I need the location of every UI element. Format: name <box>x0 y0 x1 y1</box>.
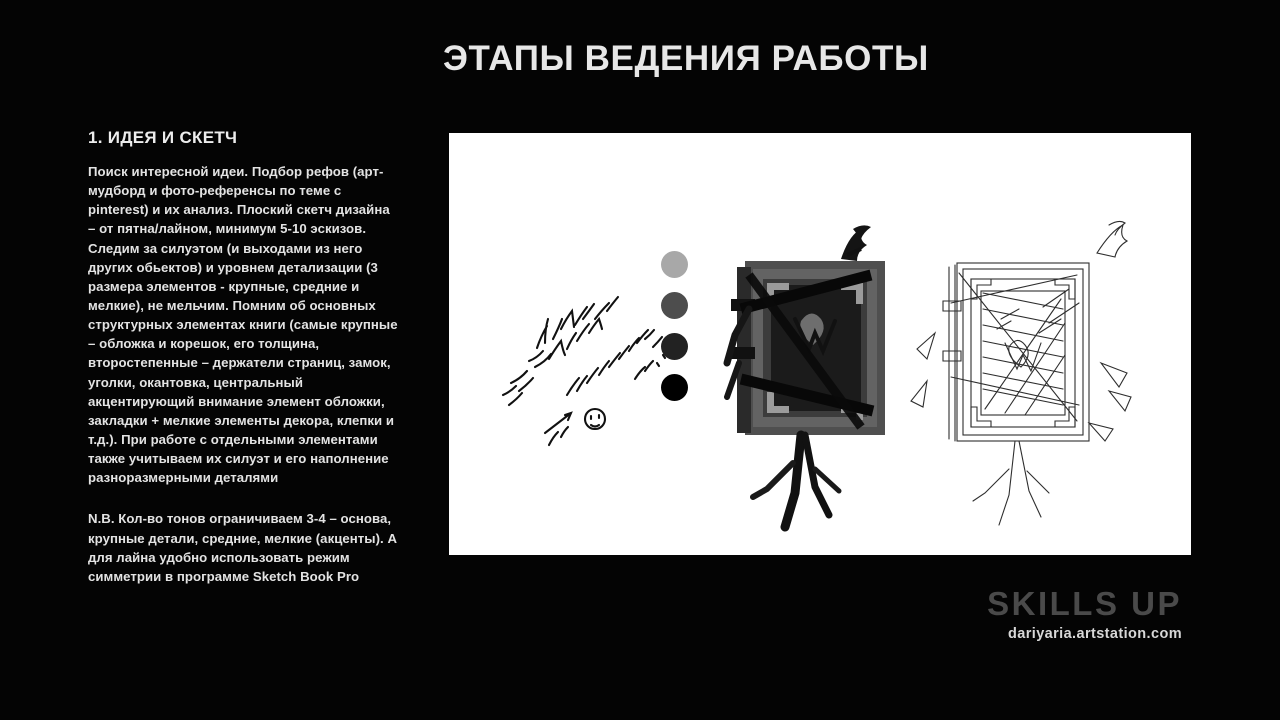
sketch-image-panel <box>449 133 1191 555</box>
tonal-book-sketch <box>727 225 885 527</box>
tone-swatch-3 <box>661 333 688 360</box>
brand-name: SKILLS UP <box>987 585 1182 622</box>
tone-swatch-1 <box>661 251 688 278</box>
tone-swatch-2 <box>661 292 688 319</box>
body-paragraph-main: Поиск интересной идеи. Подбор рефов (арт-мудборд и фото-референсы по теме с pinterest) и их анализ. Плоский скетч дизайна – от пятна/лайном, минимум 5-10 эскизов. Следим за силуэтом (и выходами из него других обьектов) и уровнем детализации (3 размера элементов - крупные, средние и мелкие), не мельчим. Помним об основных структурных элементах книги (самые крупные – обложка и корешок, его толщина, второстепенные – держатели страниц, замок, уголки, окантовка, центральный акцентирующий внимание элемент обложки, закладки + мелкие элементы декора, клепки и т.д.). При работе с отдельными элементами также учитываем их силуэт и его наполнение разноразмерными деталями <box>88 164 402 486</box>
page-title: ЭТАПЫ ВЕДЕНИЯ РАБОТЫ <box>443 39 929 78</box>
tone-swatch-column <box>661 251 695 415</box>
body-paragraph-nb: N.B. Кол-во тонов ограничиваем 3-4 – основа, крупные детали, средние, мелкие (акценты). А для лайна удобно использовать режим симметрии в программе Sketch Book Pro <box>88 511 401 584</box>
tone-swatch-4 <box>661 374 688 401</box>
brand-block <box>987 587 1182 642</box>
sketch-illustration <box>449 133 1191 555</box>
line-art-book-sketch <box>911 221 1131 525</box>
sketch-canvas <box>449 133 1191 555</box>
section-heading: 1. ИДЕЯ И СКЕТЧ <box>88 128 238 147</box>
brand-url: dariyaria.artstation.com <box>1008 626 1182 642</box>
handwritten-note-icon <box>503 297 671 445</box>
left-text-column <box>88 128 400 604</box>
